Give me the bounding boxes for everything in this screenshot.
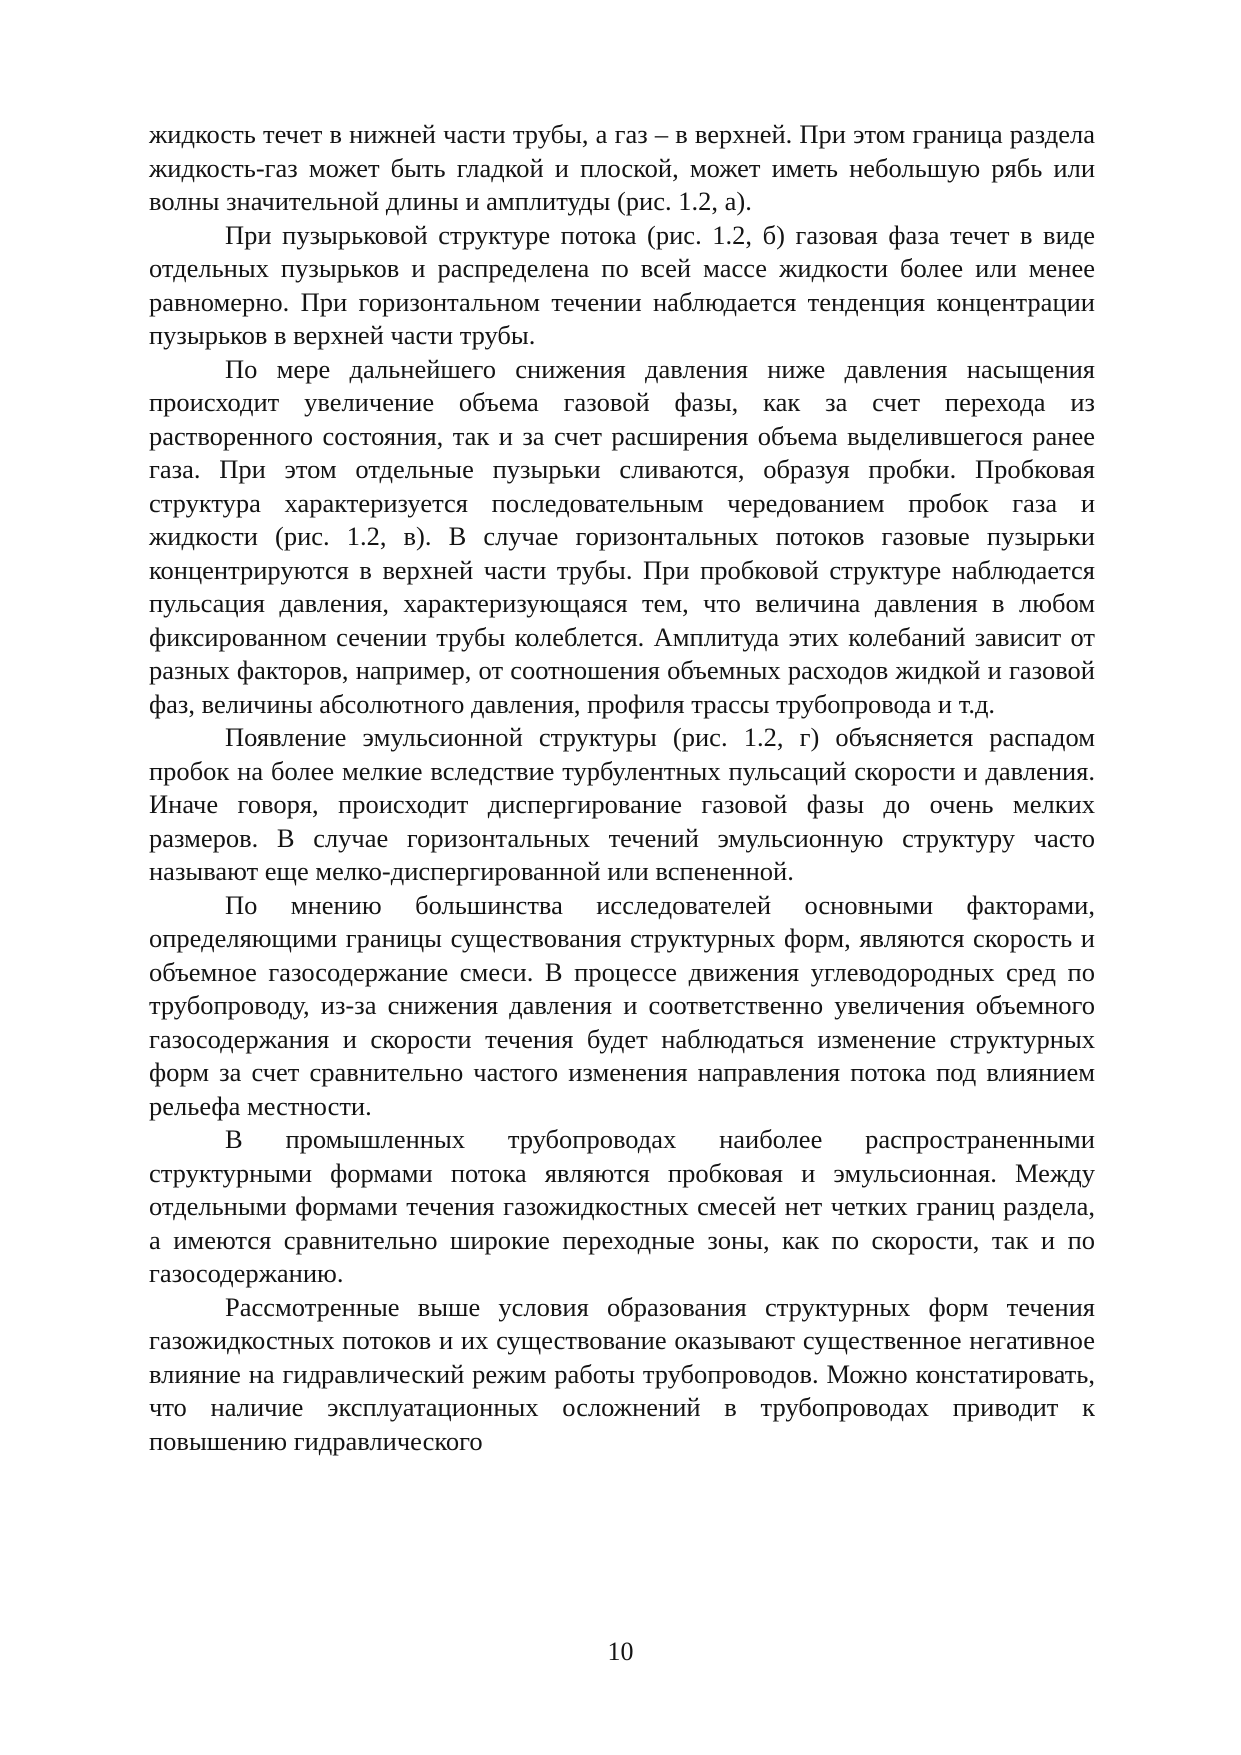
paragraph-slug-structure: По мере дальнейшего снижения давления ниже давления насыщения происходит увеличение объема газовой фазы, как за счет перехода из растворенного состояния, так и за счет расширения объема выделившегося ранее газа. При этом отдельные пузырьки сливаются, образуя пробки. Пробковая структура характеризуется последовательным чередованием пробок газа и жидкости (рис. 1.2, в). В случае горизонтальных потоков газовые пузырьки концентрируются в верхней части трубы. При пробковой структуре наблюдается пульсация давления, характеризующаяся тем, что величина давления в любом фиксированном сечении трубы колеблется. Амплитуда этих колебаний зависит от разных факторов, например, от соотношения объемных расходов жидкой и газовой фаз, величины абсолютного давления, профиля трассы трубопровода и т.д.	[149, 353, 1095, 719]
paragraph-bubble-structure: При пузырьковой структуре потока (рис. 1.2, б) газовая фаза течет в виде отдельных пузырьков и распределена по всей массе жидкости более или менее равномерно. При горизонтальном течении наблюдается тенденция концентрации пузырьков в верхней части трубы.	[149, 219, 1095, 350]
paragraph-hydraulic-regime: Рассмотренные выше условия образования структурных форм течения газожидкостных потоков и их существование оказывают существенное негативное влияние на гидравлический режим работы трубопроводов. Можно констатировать, что наличие эксплуатационных осложнений в трубопроводах приводит к повышению гидравлического	[149, 1291, 1095, 1456]
paragraph-industrial-pipelines: В промышленных трубопроводах наиболее распространенными структурными формами потока являются пробковая и эмульсионная. Между отдельными формами течения газожидкостных смесей нет четких границ раздела, а имеются сравнительно широкие переходные зоны, как по скорости, так и по газосодержанию.	[149, 1124, 1095, 1288]
page-number: 10	[607, 1637, 634, 1666]
paragraph-main-factors: По мнению большинства исследователей основными факторами, определяющими границы существования структурных форм, являются скорость и объемное газосодержание смеси. В процессе движения углеводородных сред по трубопроводу, из-за снижения давления и соответственно увеличения объемного газосодержания и скорости течения будет наблюдаться изменение структурных форм за счет сравнительно частого изменения направления потока под влиянием рельефа местности.	[149, 889, 1095, 1121]
body-text	[149, 118, 1095, 1458]
paragraph-continuation: жидкость течет в нижней части трубы, а газ – в верхней. При этом граница раздела жидкость-газ может быть гладкой и плоской, может иметь небольшую рябь или волны значительной длины и амплитуды (рис. 1.2, а).	[149, 119, 1095, 216]
paragraph-emulsion-structure: Появление эмульсионной структуры (рис. 1.2, г) объясняется распадом пробок на более мелкие вследствие турбулентных пульсаций скорости и давления. Иначе говоря, происходит диспергирование газовой фазы до очень мелких размеров. В случае горизонтальных течений эмульсионную структуру часто называют еще мелко-диспергированной или вспененной.	[149, 722, 1095, 886]
